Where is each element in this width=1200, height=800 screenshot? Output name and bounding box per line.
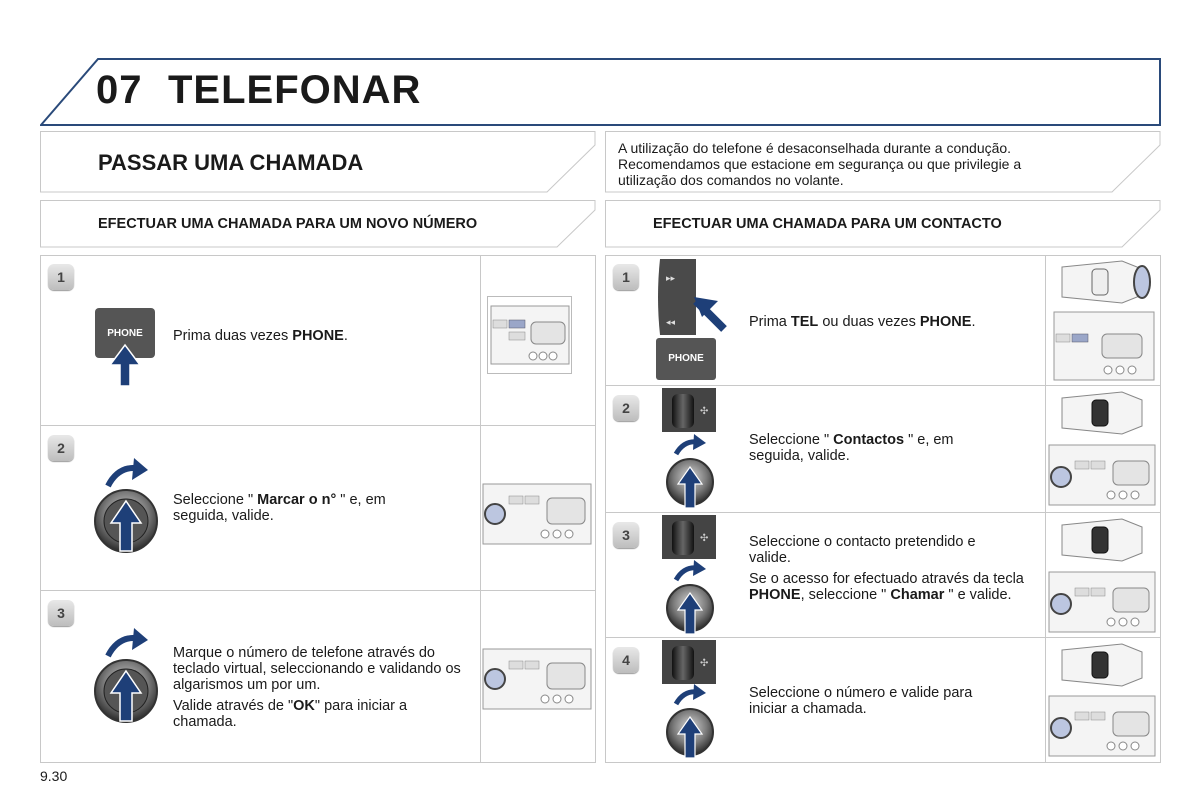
steering-stalk-illustration (1052, 257, 1157, 307)
radio-panel-illustration (481, 645, 593, 715)
svg-text:✣: ✣ (700, 406, 709, 417)
radio-panel-illustration (481, 480, 593, 550)
rotary-knob-icon (660, 560, 720, 636)
safety-note-line: A utilização do telefone é desaconselhada durante a condução. (618, 140, 1012, 156)
press-arrow-icon (108, 343, 142, 388)
steering-stalk-illustration (1052, 640, 1157, 690)
step-text: Prima duas vezes PHONE. (173, 328, 348, 344)
radio-panel-illustration (1047, 570, 1157, 636)
chapter-title: TELEFONAR (168, 68, 422, 112)
safety-note-line: utilização dos comandos no volante. (618, 172, 844, 188)
step-text: Valide através de "OK" para iniciar a chamada. (173, 698, 408, 730)
subsection-title-left: EFECTUAR UMA CHAMADA PARA UM NOVO NÚMERO (98, 216, 478, 232)
rotary-knob-icon (660, 684, 720, 760)
phone-key-icon: PHONE (656, 338, 716, 380)
rotary-knob-icon (660, 434, 720, 510)
steering-control-icon (656, 257, 728, 337)
steering-stalk-illustration (1052, 515, 1157, 565)
step-number: 1 (613, 264, 639, 290)
svg-text:✣: ✣ (700, 658, 709, 669)
steering-stalk-illustration (1052, 388, 1157, 438)
step-text: Se o acesso for efectuado através da tecla PHONE, seleccione " Chamar " e valide. (749, 571, 1024, 603)
radio-panel-illustration (1052, 310, 1157, 382)
step-text: Marque o número de telefone através do teclado virtual, seleccionando e validando os algarismos um por um. (173, 645, 461, 693)
rotary-knob-icon (88, 628, 168, 728)
phone-key-label: PHONE (107, 328, 143, 339)
step-number: 3 (48, 600, 74, 626)
rotary-knob-icon (88, 458, 168, 558)
scroll-wheel-icon (662, 515, 718, 561)
step-number: 2 (613, 395, 639, 421)
svg-text:✣: ✣ (700, 533, 709, 544)
page-number: 9.30 (40, 768, 68, 784)
step-number: 4 (613, 647, 639, 673)
step-text: Seleccione o número e valide para iniciar a chamada. (749, 685, 973, 717)
radio-panel-illustration (1047, 443, 1157, 509)
step-number: 2 (48, 435, 74, 461)
step-text: Seleccione " Contactos " e, em seguida, valide. (749, 432, 954, 464)
scroll-wheel-icon (662, 388, 718, 434)
step-text: Seleccione " Marcar o n° " e, em seguida, valide. (173, 492, 386, 524)
step-text: Seleccione o contacto pretendido e valide. (749, 534, 976, 566)
step-text: Prima TEL ou duas vezes PHONE. (749, 314, 976, 330)
section-title: PASSAR UMA CHAMADA (98, 150, 364, 175)
svg-text:◂◂: ◂◂ (666, 317, 676, 327)
svg-text:▸▸: ▸▸ (666, 273, 676, 283)
safety-note (618, 140, 1138, 188)
step-number: 3 (613, 522, 639, 548)
safety-note-line: Recomendamos que estacione em segurança ou que privilegie a (618, 156, 1022, 172)
radio-panel-illustration (487, 296, 572, 374)
step-number: 1 (48, 264, 74, 290)
scroll-wheel-icon (662, 640, 718, 686)
radio-panel-illustration (1047, 694, 1157, 760)
chapter-number: 07 (96, 68, 143, 112)
subsection-title-right: EFECTUAR UMA CHAMADA PARA UM CONTACTO (653, 216, 1002, 232)
